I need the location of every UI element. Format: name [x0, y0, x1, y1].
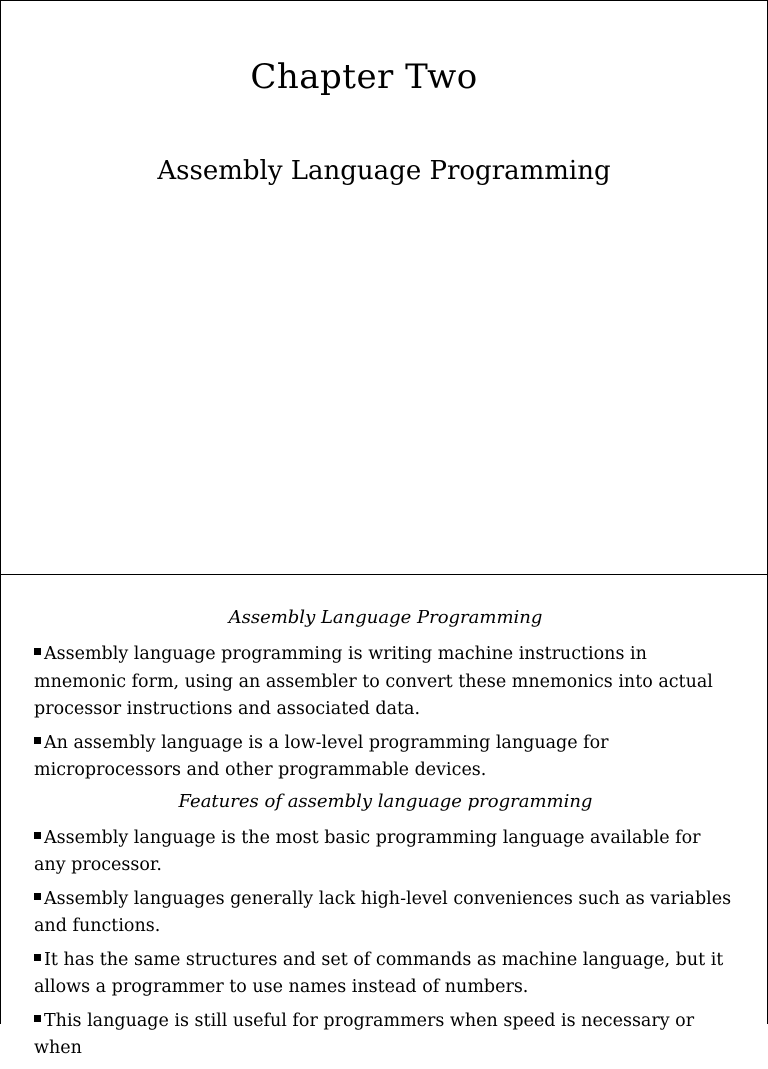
bullet-paragraph: An assembly language is a low-level programming language for microprocessors and other programmable devices.: [34, 732, 609, 780]
slide-content: [34, 607, 737, 1069]
square-bullet-icon: [34, 893, 41, 900]
chapter-title: Chapter Two: [250, 57, 478, 97]
square-bullet-icon: [34, 832, 41, 839]
bullet-paragraph: Assembly language programming is writing machine instructions in mnemonic form, using an assembler to convert these mnemonics into actual processor instructions and associated data.: [34, 644, 713, 719]
square-bullet-icon: [34, 1015, 41, 1022]
section-heading: Assembly Language Programming: [228, 607, 543, 628]
square-bullet-icon: [34, 954, 41, 961]
bullet-paragraph: Assembly language is the most basic programming language available for any processor.: [34, 827, 701, 875]
slide-content-page: [0, 574, 768, 1058]
chapter-subtitle: Assembly Language Programming: [157, 156, 611, 186]
section-heading: Features of assembly language programming: [178, 790, 593, 812]
bullet-paragraph: It has the same structures and set of commands as machine language, but it allows a programmer to use names instead of numbers.: [34, 949, 724, 997]
bullet-paragraph: This language is still useful for programmers when speed is necessary or when: [34, 1010, 695, 1058]
bullet-paragraph: Assembly languages generally lack high-level conveniences such as variables and functions.: [34, 888, 732, 936]
square-bullet-icon: [34, 737, 41, 744]
square-bullet-icon: [34, 648, 41, 655]
